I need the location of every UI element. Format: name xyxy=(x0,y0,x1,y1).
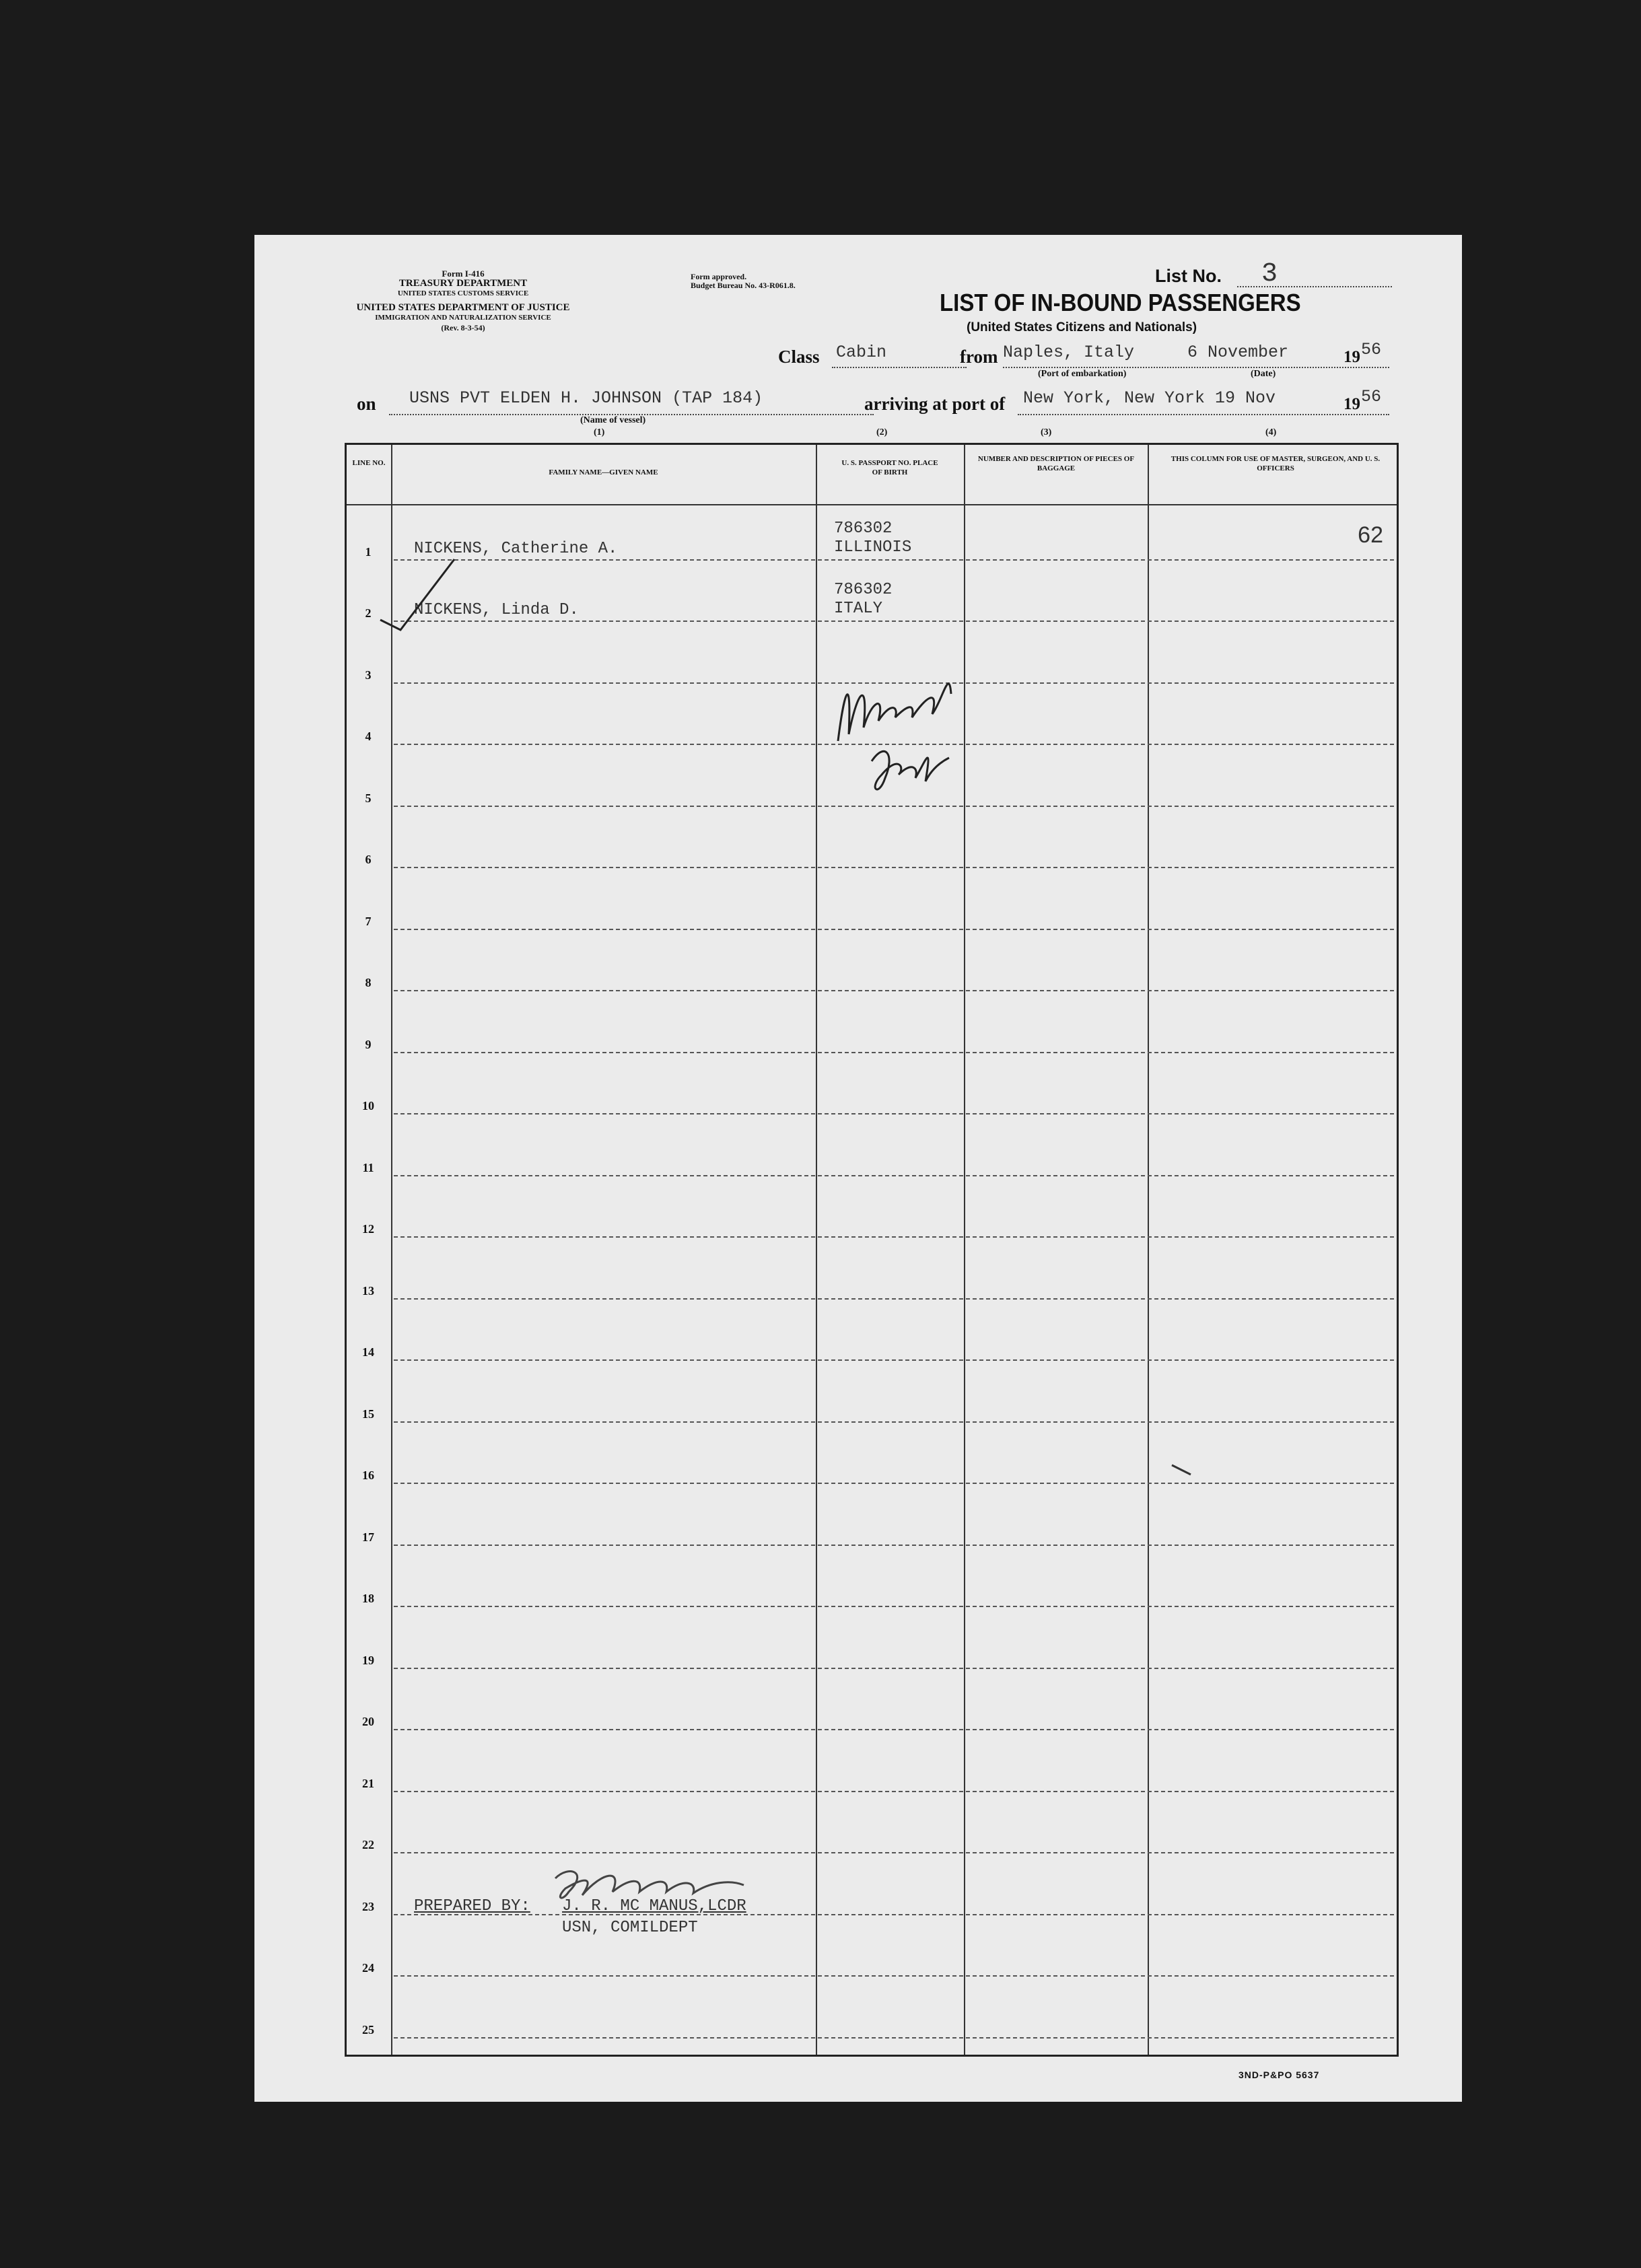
row-rule xyxy=(394,559,1394,561)
place-of-birth: ILLINOIS xyxy=(834,538,912,557)
col-number-2: (2) xyxy=(876,427,888,437)
line-number: 10 xyxy=(362,1099,374,1112)
line-number: 11 xyxy=(362,1160,374,1174)
year-suffix: 56 xyxy=(1361,340,1382,359)
table-row xyxy=(347,1429,1397,1491)
prepared-by-label: PREPARED BY: xyxy=(414,1897,530,1915)
col-number-4: (4) xyxy=(1265,427,1277,437)
header-passport: U. S. PASSPORT NO. PLACE OF BIRTH xyxy=(841,459,938,476)
form-approval xyxy=(691,273,796,290)
place-of-birth: ITALY xyxy=(834,600,883,618)
class-line xyxy=(832,367,967,368)
arrival-line xyxy=(1018,414,1389,415)
table-row xyxy=(347,1553,1397,1615)
line-number: 19 xyxy=(362,1653,374,1667)
table-row xyxy=(347,875,1397,937)
line-number: 23 xyxy=(362,1899,374,1913)
line-number: 25 xyxy=(362,2022,374,2036)
class-label: Class xyxy=(778,347,820,367)
table-row xyxy=(347,1306,1397,1368)
year-prefix: 19 xyxy=(1343,348,1360,366)
on-label: on xyxy=(357,394,376,414)
passport-number: 786302 xyxy=(834,519,893,538)
table-row xyxy=(347,814,1397,876)
row-rule xyxy=(394,1113,1394,1114)
list-no-value: 3 xyxy=(1261,259,1278,289)
check-mark xyxy=(374,553,468,647)
table-row xyxy=(347,1491,1397,1553)
officer-note: 62 xyxy=(1358,522,1383,548)
customs-service: UNITED STATES CUSTOMS SERVICE xyxy=(397,289,529,297)
row-rule xyxy=(394,990,1394,991)
row-rule xyxy=(394,1729,1394,1730)
table-row xyxy=(347,1922,1397,1984)
table-row xyxy=(347,1614,1397,1676)
line-number: 15 xyxy=(362,1407,374,1421)
line-number: 3 xyxy=(365,668,372,682)
stray-mark xyxy=(1169,1461,1196,1481)
line-number: 1 xyxy=(365,544,372,559)
table-row xyxy=(347,1183,1397,1245)
row-rule xyxy=(394,621,1394,622)
preparer-signature xyxy=(542,1865,771,1919)
from-line xyxy=(1003,367,1389,368)
form-number: Form I-416 xyxy=(442,269,485,279)
table-row xyxy=(347,1060,1397,1122)
row-rule xyxy=(394,2037,1394,2039)
row-rule xyxy=(394,1606,1394,1607)
row-rule xyxy=(394,1791,1394,1792)
arrival-year-prefix: 19 xyxy=(1343,395,1360,413)
row-rule xyxy=(394,1545,1394,1546)
passenger-name: NICKENS, Linda D. xyxy=(414,601,579,619)
form-agency-block xyxy=(342,269,584,333)
justice-dept: UNITED STATES DEPARTMENT OF JUSTICE xyxy=(356,302,570,313)
preparer-unit: USN, COMILDEPT xyxy=(562,1919,698,1937)
passenger-table xyxy=(345,443,1399,2057)
col-number-3: (3) xyxy=(1041,427,1052,437)
handwritten-note-text: Manuel Jr. xyxy=(831,651,877,663)
line-number: 13 xyxy=(362,1283,374,1298)
line-number: 20 xyxy=(362,1715,374,1728)
table-row xyxy=(347,1368,1397,1429)
departure-date: 6 November xyxy=(1187,343,1289,362)
line-number: 9 xyxy=(365,1037,372,1051)
table-row xyxy=(347,1799,1397,1861)
line-number: 7 xyxy=(365,914,372,928)
passport-number: 786302 xyxy=(834,581,893,599)
line-number: 22 xyxy=(362,1838,374,1851)
line-number: 12 xyxy=(362,1222,374,1236)
arriving-label: arriving at port of xyxy=(864,394,1006,414)
handwritten-annotation xyxy=(831,651,993,808)
line-number: 6 xyxy=(365,853,372,866)
budget-bureau: Budget Bureau No. 43-R061.8. xyxy=(691,281,796,290)
row-rule xyxy=(394,867,1394,868)
header-line-no: LINE NO. xyxy=(352,459,386,467)
list-no-label: List No. xyxy=(1155,266,1222,286)
table-row xyxy=(347,998,1397,1060)
passenger-name: NICKENS, Catherine A. xyxy=(414,539,618,558)
vessel-caption: (Name of vessel) xyxy=(580,415,646,425)
line-number: 5 xyxy=(365,791,372,805)
line-number: 24 xyxy=(362,1961,374,1975)
document-title: LIST OF IN-BOUND PASSENGERS xyxy=(940,289,1301,316)
table-row xyxy=(347,1676,1397,1738)
line-number: 17 xyxy=(362,1530,374,1544)
row-rule xyxy=(394,1975,1394,1977)
date-caption: (Date) xyxy=(1251,369,1276,379)
table-row xyxy=(347,1121,1397,1183)
header-baggage: NUMBER AND DESCRIPTION OF PIECES OF BAGGAGE xyxy=(977,455,1135,472)
ins-service: IMMIGRATION AND NATURALIZATION SERVICE xyxy=(375,314,551,322)
class-value: Cabin xyxy=(836,343,887,362)
row-rule xyxy=(394,1175,1394,1176)
form-approved: Form approved. xyxy=(691,272,747,281)
header-officers: THIS COLUMN FOR USE OF MASTER, SURGEON, AND U. S. OFFICERS xyxy=(1171,455,1381,472)
row-rule xyxy=(394,1298,1394,1300)
line-number: 4 xyxy=(365,730,372,743)
port-of-embarkation: Naples, Italy xyxy=(1003,343,1135,362)
table-row xyxy=(347,1244,1397,1306)
line-number: 21 xyxy=(362,1776,374,1790)
col-number-1: (1) xyxy=(594,427,605,437)
line-number: 16 xyxy=(362,1468,374,1482)
line-number: 8 xyxy=(365,976,372,989)
arrival-year-suffix: 56 xyxy=(1361,387,1382,406)
row-rule xyxy=(394,1236,1394,1238)
preparer-name: J. R. MC MANUS,LCDR xyxy=(562,1897,746,1915)
line-number: 2 xyxy=(365,606,372,620)
row-rule xyxy=(394,1852,1394,1853)
treasury-dept: TREASURY DEPARTMENT xyxy=(398,278,528,289)
row-rule xyxy=(394,1483,1394,1484)
printer-code: 3ND-P&PO 5637 xyxy=(1238,2069,1320,2080)
header-name: FAMILY NAME—GIVEN NAME xyxy=(549,468,658,476)
table-row xyxy=(347,1983,1397,2045)
table-row xyxy=(347,1737,1397,1799)
row-rule xyxy=(394,929,1394,930)
form-revision: (Rev. 8-3-54) xyxy=(441,323,485,332)
line-number: 18 xyxy=(362,1592,374,1605)
row-rule xyxy=(394,1668,1394,1669)
from-label: from xyxy=(960,347,998,367)
port-caption: (Port of embarkation) xyxy=(1038,369,1127,379)
vessel-name: USNS PVT ELDEN H. JOHNSON (TAP 184) xyxy=(409,388,763,408)
row-rule xyxy=(394,1421,1394,1423)
table-row xyxy=(347,937,1397,999)
list-no-line xyxy=(1237,286,1392,287)
document-subtitle: (United States Citizens and Nationals) xyxy=(967,320,1197,334)
arrival-port: New York, New York 19 Nov xyxy=(1023,388,1276,408)
row-rule xyxy=(394,1359,1394,1361)
line-number: 14 xyxy=(362,1345,374,1359)
table-row xyxy=(347,567,1397,629)
manifest-page xyxy=(254,235,1462,2102)
table-row xyxy=(347,505,1397,567)
row-rule xyxy=(394,1052,1394,1053)
